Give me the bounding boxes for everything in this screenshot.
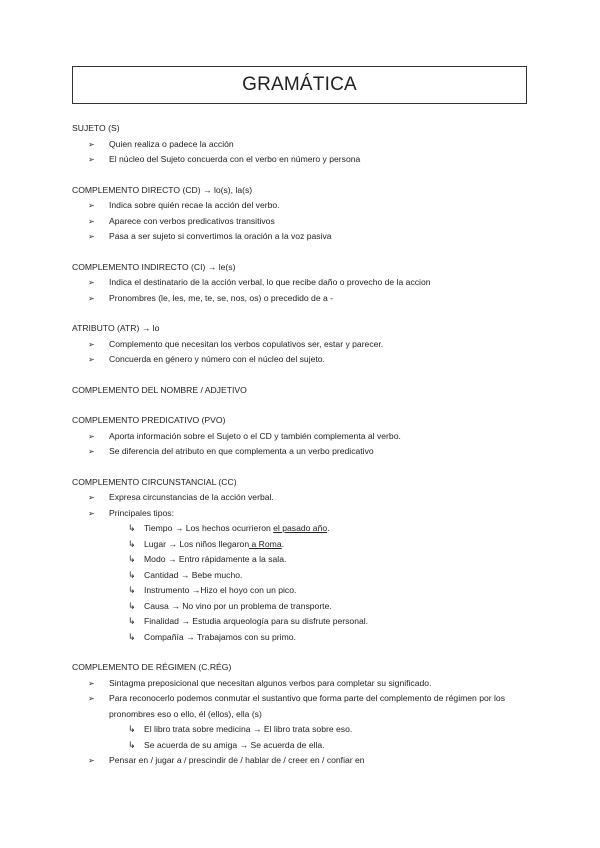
arrow-bullet-icon: ➢ [88,293,95,303]
section-atributo [72,321,532,368]
arrow-symbol: → [168,538,177,549]
arrow-symbol: → [167,554,177,564]
list-item: ➢ Principales tipos: [72,506,532,522]
list-item: ➢ El núcleo del Sujeto concuerda con el verbo en número y persona [72,152,532,168]
list-item: ➢ Pasa a ser sujeto si convertimos la oración a la voz pasiva [72,229,532,245]
section-heading: COMPLEMENTO DEL NOMBRE / ADJETIVO [72,384,247,395]
sub-arrow-icon: ↳ [128,569,136,580]
arrow-symbol: → [186,631,195,642]
example-item: ↳ El libro trata sobre medicina → El libro trata sobre eso. [72,722,532,738]
arrow-bullet-icon: ➢ [88,355,95,364]
cc-type-item: ↳ Lugar → Los niños llegaron a Roma. [72,537,532,553]
example-item: ↳ Se acuerda de su amiga → Se acuerda de ella. [72,738,532,754]
arrow-symbol: → [174,523,184,533]
arrow-bullet-icon: ➢ [88,447,95,456]
arrow-bullet-icon: ➢ [88,232,95,241]
arrow-symbol: → [181,616,190,626]
list-item: ➢ Pronombres (le, les, me, te, se, nos, os) o precedido de a - [72,291,532,307]
arrow-bullet-icon: ➢ [88,431,95,441]
arrow-bullet-icon: ➢ [88,216,95,226]
arrow-bullet-icon: ➢ [88,678,95,688]
sub-arrow-icon: ↳ [128,600,136,611]
sub-arrow-icon: ↳ [128,631,136,642]
section-complemento-predicativo [72,413,532,460]
cc-type-item: ↳ Compañía → Trabajamos con su primo. [72,630,532,646]
section-heading: COMPLEMENTO PREDICATIVO (PVO) [72,415,226,425]
section-heading: COMPLEMENTO INDIRECTO (CI) → le(s) [72,261,236,272]
arrow-symbol: → [171,600,180,611]
arrow-symbol: → [180,569,190,580]
list-item: ➢ Indica el destinatario de la acción verbal, lo que recibe daño o provecho de la accion [72,275,532,291]
arrow-bullet-icon: ➢ [88,694,95,703]
document-body [72,121,532,784]
list-item: ➢ Se diferencia del atributo en que complementa a un verbo predicativo [72,444,532,460]
list-item: ➢ Sintagma preposicional que necesitan algunos verbos para completar su significado. [72,676,532,692]
section-complemento-indirecto [72,260,532,307]
cc-type-item: ↳ Cantidad → Bebe mucho. [72,568,532,584]
sub-arrow-icon: ↳ [128,616,136,626]
arrow-bullet-icon: ➢ [88,201,95,210]
cc-type-item: ↳ Causa → No vino por un problema de transporte. [72,599,532,615]
cc-type-item: ↳ Modo → Entro rápidamente a la sala. [72,552,532,568]
page-title: GRAMÁTICA [72,66,527,104]
cc-type-item: ↳ Instrumento →Hizo el hoyo con un pico. [72,583,532,599]
sub-arrow-icon: ↳ [128,523,136,533]
arrow-bullet-icon: ➢ [88,278,95,287]
sub-arrow-icon: ↳ [128,739,136,750]
section-complemento-circunstancial [72,475,532,646]
list-item: ➢ Indica sobre quién recae la acción del verbo. [72,198,532,214]
list-item: ➢ Quien realiza o padece la acción [72,137,532,153]
list-item: ➢ Aparece con verbos predicativos transitivos [72,214,532,230]
arrow-bullet-icon: ➢ [88,756,95,765]
section-heading: SUJETO (S) [72,123,120,133]
section-complemento-directo [72,183,532,245]
section-complemento-regimen [72,660,532,769]
section-heading: COMPLEMENTO DIRECTO (CD) → lo(s), la(s) [72,184,253,195]
arrow-bullet-icon: ➢ [88,155,95,164]
cc-type-item: ↳ Finalidad → Estudia arqueología para su disfrute personal. [72,614,532,630]
list-item: ➢ Aporta información sobre el Sujeto o el CD y también complementa al verbo. [72,429,532,445]
list-item: ➢ Complemento que necesitan los verbos copulativos ser, estar y parecer. [72,337,532,353]
section-heading: COMPLEMENTO CIRCUNSTANCIAL (CC) [72,476,237,487]
list-item: ➢ Expresa circunstancias de la acción verbal. [72,490,532,506]
arrow-bullet-icon: ➢ [88,339,95,349]
sub-arrow-icon: ↳ [128,554,136,564]
arrow-bullet-icon: ➢ [88,493,95,502]
arrow-bullet-icon: ➢ [88,508,95,518]
list-item: ➢ Concuerda en género y número con el núcleo del sujeto. [72,352,532,368]
section-sujeto [72,121,532,168]
section-heading: COMPLEMENTO DE RÉGIMEN (C.RÉG) [72,662,232,672]
list-item: ➢ Para reconocerlo podemos conmutar el sustantivo que forma parte del complemento de régimen por los pronombres eso o ello, él (ellos), ella (s) [88,693,506,719]
list-item: ➢ Pensar en / jugar a / prescindir de / hablar de / creer en / confiar en [72,753,532,769]
arrow-symbol: → [191,585,201,595]
arrow-bullet-icon: ➢ [88,139,95,149]
section-heading: ATRIBUTO (ATR) → lo [72,323,160,333]
cc-type-item: ↳ Tiempo → Los hechos ocurrieron el pasado año. [72,521,532,537]
sub-arrow-icon: ↳ [128,585,136,595]
sub-arrow-icon: ↳ [128,538,136,549]
sub-arrow-icon: ↳ [128,724,136,734]
section-complemento-nombre [72,383,532,399]
